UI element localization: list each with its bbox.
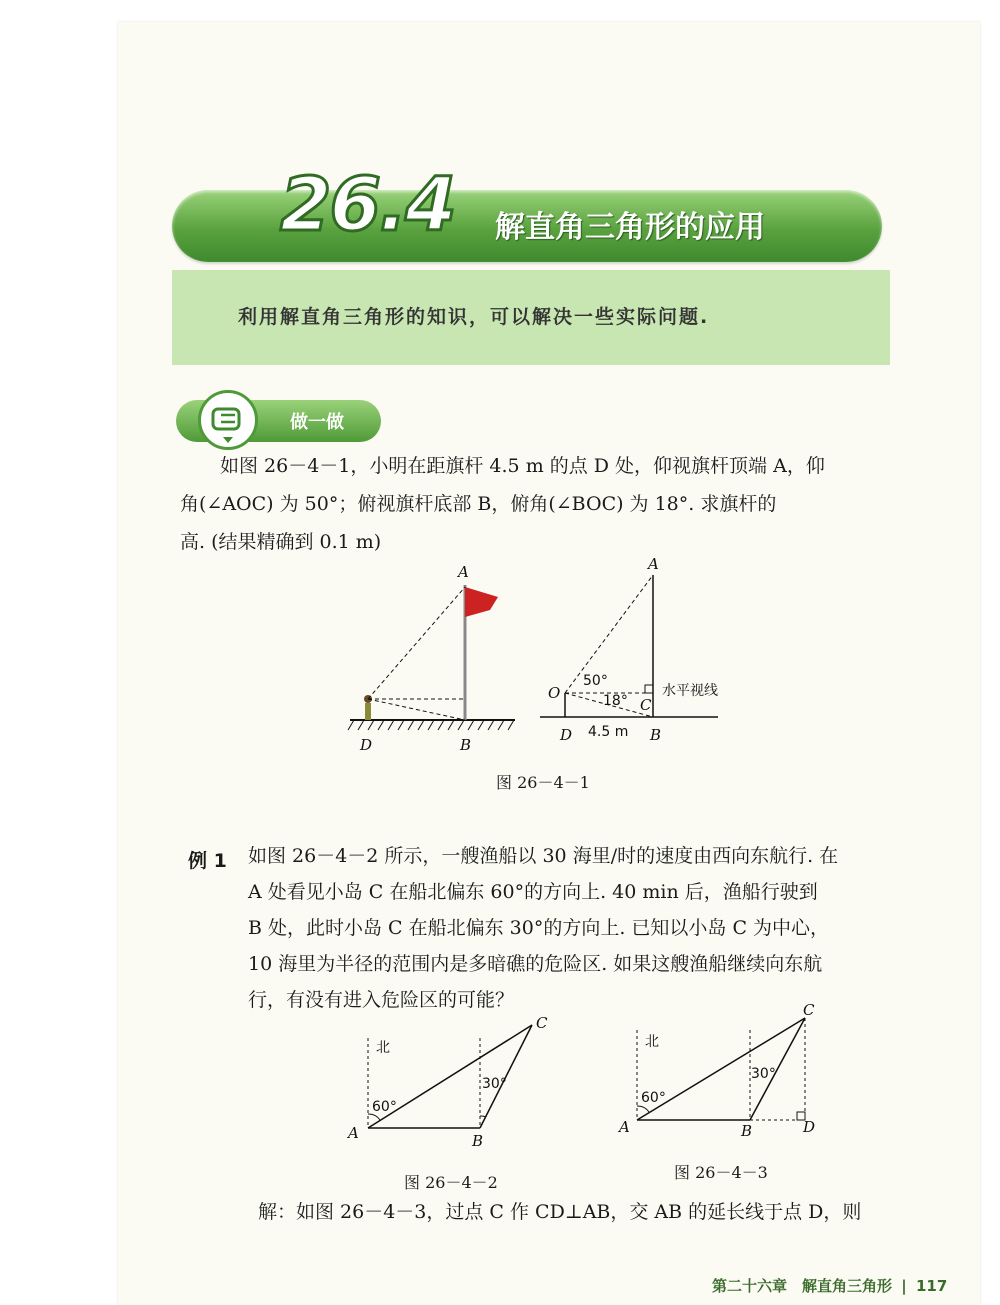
fig3-label-C: C — [803, 1001, 815, 1019]
figure-26-4-2 — [340, 1010, 570, 1155]
fig3-label-A: A — [619, 1118, 630, 1136]
flag-icon — [465, 587, 498, 617]
section-number: 26.4 — [280, 162, 455, 248]
example-line-2: A 处看见小岛 C 在船北偏东 60°的方向上. 40 min 后，渔船行驶到 — [248, 881, 818, 903]
fig2-north: 北 — [376, 1040, 390, 1056]
fig1-label-C: C — [640, 696, 652, 714]
figure-1-caption: 图 26－4－1 — [496, 773, 590, 792]
section-title: 解直角三角形的应用 — [495, 210, 765, 245]
fig3-angle-60: 60° — [641, 1090, 666, 1106]
fig3-north: 北 — [645, 1034, 659, 1050]
activity-label: 做一做 — [290, 412, 344, 433]
example-label: 例 1 — [188, 850, 227, 872]
activity-line-1: 如图 26－4－1，小明在距旗杆 4.5 m 的点 D 处，仰视旗杆顶端 A，仰 — [220, 455, 825, 477]
figure-2-caption: 图 26－4－2 — [404, 1173, 498, 1192]
activity-line-2: 角(∠AOC) 为 50°；俯视旗杆底部 B，俯角(∠BOC) 为 18°. 求旗杆的 — [180, 493, 777, 515]
figure-26-4-3 — [615, 1000, 830, 1145]
fig1-label-D-right: D — [560, 726, 573, 744]
fig3-label-D: D — [803, 1118, 816, 1136]
fig3-label-B: B — [741, 1122, 753, 1140]
fig1-label-B-left: B — [460, 736, 472, 754]
fig1-angle-18: 18° — [603, 693, 628, 709]
activity-line-3: 高. (结果精确到 0.1 m) — [180, 531, 382, 553]
solution-text: 解：如图 26－4－3，过点 C 作 CD⊥AB，交 AB 的延长线于点 D，则 — [258, 1201, 862, 1223]
activity-hand-icon — [198, 390, 258, 450]
fig1-label-B-right: B — [650, 726, 662, 744]
fig1-distance: 4.5 m — [588, 724, 629, 740]
example-line-3: B 处，此时小岛 C 在船北偏东 30°的方向上. 已知以小岛 C 为中心， — [248, 917, 830, 939]
fig1-label-O: O — [548, 684, 561, 702]
fig2-label-B: B — [472, 1132, 484, 1150]
example-line-1: 如图 26－4－2 所示，一艘渔船以 30 海里/时的速度由西向东航行. 在 — [248, 845, 839, 867]
fig2-label-A: A — [348, 1124, 359, 1142]
fig1-label-A-right: A — [648, 555, 659, 573]
intro-text: 利用解直角三角形的知识，可以解决一些实际问题. — [238, 306, 710, 328]
fig3-angle-30: 30° — [751, 1066, 776, 1082]
example-line-5: 行，有没有进入危险区的可能？ — [248, 989, 515, 1011]
page-number: 117 — [915, 1277, 948, 1295]
page-footer: 第二十六章 解直角三角形 | 117 — [712, 1277, 948, 1295]
fig1-label-D-left: D — [360, 736, 373, 754]
fig1-label-A-left: A — [458, 563, 469, 581]
fig2-angle-30: 30° — [482, 1076, 507, 1092]
fig1-horizon: 水平视线 — [662, 683, 718, 699]
figure-3-caption: 图 26－4－3 — [674, 1163, 768, 1182]
fig2-label-C: C — [536, 1014, 548, 1032]
example-line-4: 10 海里为半径的范围内是多暗礁的危险区. 如果这艘渔船继续向东航 — [248, 953, 823, 975]
fig1-angle-50: 50° — [583, 673, 608, 689]
figure-26-4-1 — [340, 555, 740, 755]
fig2-angle-60: 60° — [372, 1099, 397, 1115]
footer-chapter: 第二十六章 解直角三角形 — [712, 1277, 893, 1295]
